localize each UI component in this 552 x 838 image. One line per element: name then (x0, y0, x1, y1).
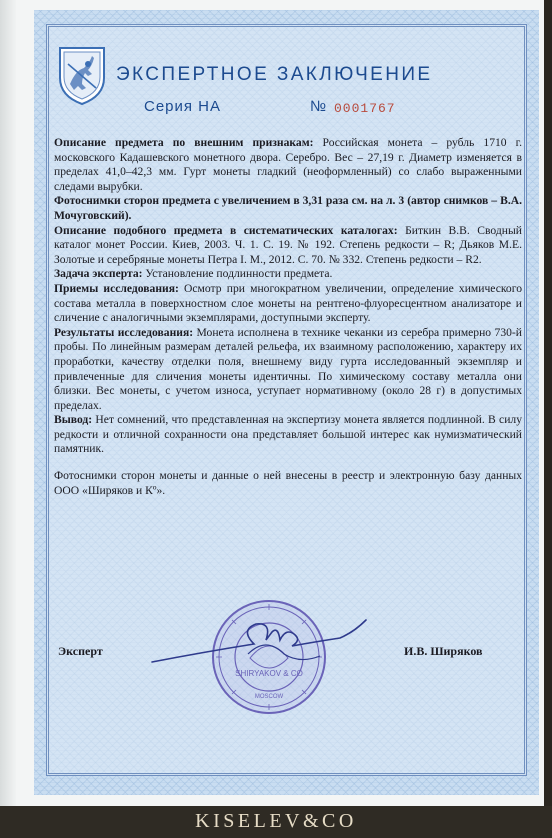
section-registry (54, 469, 522, 498)
section-label: Приемы исследования: (54, 281, 179, 295)
expert-name: И.В. Ширяков (404, 644, 483, 658)
number-sign: № (310, 98, 327, 115)
section-text: Монета исполнена в технике чеканки из серебра примерно 730-й пробы. По линейным размерам деталей рельефа, их взаимному расположению, характеру их проработки, качеству отделки поля, внешнему виду гурта исследованный экземпляр и привлеченные для сличения монеты идентичны. По химическому составу металла они близки. Вес монеты, с учетом износа, уступает нормативному (около 28 г) в допустимых пределах. (54, 325, 522, 412)
section-text: Российская монета – рубль 1710 г. московского Кадашевского монетного двора. Серебро. Вес – 27,19 г. Диаметр изменяется в пределах 41,0–42,3 мм. Гурт монеты гладкий (неоформленный) со слабо выраженными следами вырубки. (54, 136, 522, 193)
section-description (54, 136, 522, 194)
section-text: Установление подлинности предмета. (142, 267, 333, 281)
section-label: Описание предмета по внешним признакам: (54, 136, 314, 149)
section-task (54, 267, 522, 282)
handwritten-signature (144, 610, 384, 680)
series-label: Серия НА (144, 98, 222, 115)
section-text: Осмотр при многократном увеличении, определение химического состава металла в поверхностном слое монеты на рентгено-флуоресцентном анализаторе и сличение с аналогичными экземплярами, доступными эксперту. (54, 281, 522, 325)
section-conclusion (54, 413, 522, 457)
binding-spine (0, 0, 16, 806)
section-label: Описание подобного предмета в систематических каталогах: (54, 223, 398, 237)
section-text: Нет сомнений, что представленная на экспертизу монета является подлинной. В силу редкости и отличной сохранности она представляет большой интерес как нумизматический памятник. (54, 413, 522, 456)
seal-name-text: SHIRYAKOV & CO (235, 669, 303, 678)
section-label: Результаты исследования: (54, 325, 194, 339)
section-similar (54, 224, 522, 268)
seal-city-text: MOSCOW (254, 694, 284, 700)
document-title: ЭКСПЕРТНОЕ ЗАКЛЮЧЕНИЕ (116, 64, 433, 85)
certificate-page (34, 10, 539, 795)
section-label: Задача эксперта: (54, 267, 143, 281)
section-text: Фотоснимки сторон предмета с увеличением в 3,31 раза см. на л. 3 (автор снимков – В.А. Мочуговский). (54, 194, 522, 222)
certificate-number: 0001767 (334, 101, 396, 116)
section-methods (54, 282, 522, 326)
section-text: Биткин В.В. Сводный каталог монет России. Киев, 2003. Ч. 1. С. 19. № 192. Степень редкости – R; Дьяков М.Е. Золотые и серебряные монеты Петра I. М., 2012. С. 70. № 332. Степень редкости – R2. (54, 223, 522, 266)
section-text: Фотоснимки сторон монеты и данные о ней внесены в реестр и электронную базу данных ООО «Ширяков и Кº». (54, 469, 522, 497)
section-photos (54, 194, 522, 223)
section-results (54, 326, 522, 414)
moscow-coat-of-arms-icon (52, 44, 112, 106)
brand-watermark: KISELEV&CO (195, 810, 357, 832)
expert-role-label: Эксперт (58, 644, 103, 658)
certificate-body (54, 136, 522, 498)
section-label: Вывод: (54, 413, 93, 427)
